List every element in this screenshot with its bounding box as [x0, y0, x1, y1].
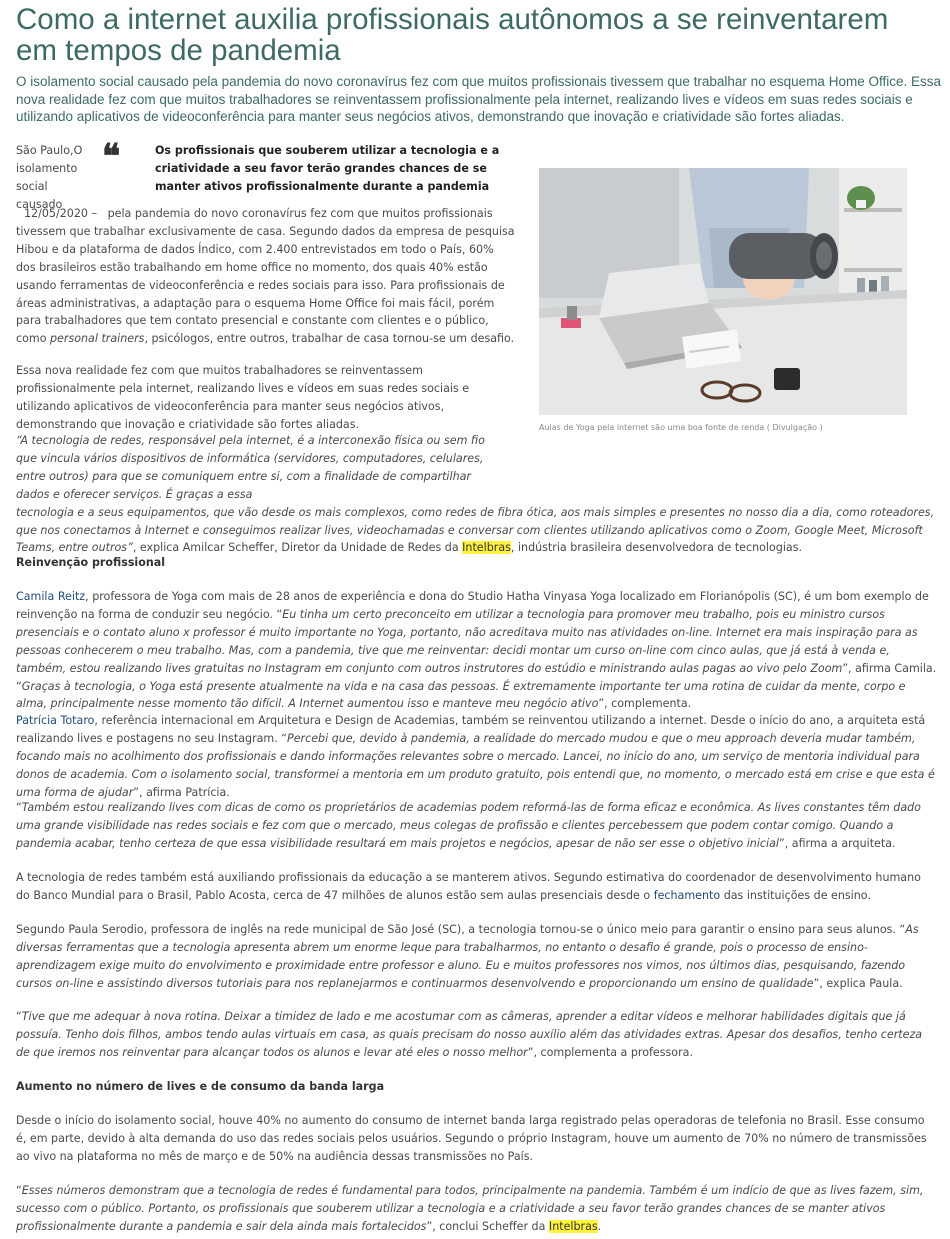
quote-scheffer [16, 432, 941, 557]
paragraph-paula-quote: As diversas ferramentas que a tecnologia apresenta abrem um enorme leque para trabalharmos, no entanto o desafio é grande, pois o processo de ensino-aprendizagem exige muito do envolvimento e proximidade entre professor e aluno. Eu e muitos professores nos vimos, nos últimos dias, pesquisando, fazendo cursos on-line e assistindo diversos tutoriais para nos replanejarmos e continuarmos desenvolvendo e proporcionando um ensino de qualidade [16, 923, 919, 990]
open-quote: “ [16, 1184, 22, 1197]
open-quote: “ [16, 801, 22, 814]
quote-scheffer-attribution: , explica Amilcar Scheffer, Diretor da Unidade de Redes da [132, 541, 459, 555]
intelbras-highlight: Intelbras [548, 1219, 598, 1233]
quote-scheffer-tail: , indústria brasileira desenvolvedora de tecnologias. [510, 541, 803, 555]
paragraph-conclusion [16, 1182, 938, 1236]
pull-quote: Os profissionais que souberem utilizar a tecnologia e a criatividade a seu favor terão grandes chances de se manter ativos profissionalmente durante a pandemia [155, 144, 500, 193]
paragraph-intro-end: , psicólogos, entre outros, trabalhar de casa tornou-se um desafio. [144, 332, 515, 346]
paragraph-camila-quote2: Graças à tecnologia, o Yoga está presente atualmente na vida e na casa das pessoas. É extremamente importante ter uma rotina de cuidar da mente, corpo e alma, principalmente nesse momento tão difícil. A Internet aumentou isso e manteve meu negócio ativo [16, 679, 906, 711]
paragraph-lives-quote: Também estou realizando lives com dicas de como os proprietários de academias podem reformá-las de forma eficaz e econômica. As lives constantes têm dado uma grande visibilidade nas redes sociais e fez com que o mercado, meus colegas de profissão e clientes percebessem que podem contar comigo. Quando a pandemia acabar, tenho certeza de que essa visibilidade resultará em mais projetos e negócios, apesar de não ser esse o objetivo inicial [16, 801, 921, 850]
paragraph-education-text: A tecnologia de redes também está auxiliando profissionais da educação a se manterem ativos. Segundo estimativa do coordenador de desenvolvimento humano do Banco Mundial para o Brasil, Pablo Acosta, cerca de 47 milhões de alunos estão sem aulas presenciais desde o [16, 871, 921, 902]
article-headline: Como a internet auxilia profissionais autônomos a se reinventarem em tempos de pandemia [16, 3, 889, 67]
paragraph-new-reality: Essa nova realidade fez com que muitos trabalhadores se reinventassem profissionalmente pela internet, realizando lives e vídeos em suas redes sociais e utilizando aplicativos de videoconferência para manter seus negócios ativos, demonstrando que inovação e criatividade são fortes aliadas. [16, 364, 470, 431]
paragraph-camila-attribution: ”, afirma Camila. “ [16, 661, 937, 693]
paragraph-intro-text: pela pandemia do novo coronavírus fez com que muitos profissionais tivessem que trabalhar exclusivamente de casa. Segundo dados da empresa de pesquisa Hibou e da plataforma de dados Índico, com 2.400 entrevistados em todo o País, 60% dos brasileiros estão trabalhando em home office no momento, dos quais 40% estão usando ferramentas de videoconferência e redes sociais para isso. Para profissionais de áreas administrativas, a adaptação para o esquema Home Office foi mais fácil, porém para trabalhadores que tem contato presencial e constante com clientes e o público, como [16, 207, 515, 346]
paragraph-intro-emphasis: personal trainers [50, 332, 145, 346]
paragraph-broadband: Desde o início do isolamento social, houve 40% no aumento do consumo de internet banda larga registrado pelas operadoras de telefonia no Brasil. Esse consumo é, em parte, devido à alta demanda do uso das redes sociais pelos usuários. Segundo o próprio Instagram, houve um aumento de 70% no número de transmissões ao vivo na plataforma no mês de março e de 50% na audiência dessas transmissões no País. [16, 1114, 927, 1163]
patricia-totaro-link[interactable]: Patrícia Totaro [16, 714, 95, 727]
paragraph-intro [16, 205, 516, 348]
paragraph-paula-routine-quote: Tive que me adequar à nova rotina. Deixar a timidez de lado e me acostumar com as câmeras, aprender a editar vídeos e melhorar habilidades digitais que já possuía. Tenho dois filhos, ambos tendo aulas virtuais em casa, as quais precisam do nosso auxílio além das atividades extras. Apesar dos desafios, tenho certeza de que iremos nos reinventar para alcançar todos os alunos e levar até eles o nosso melhor [16, 1010, 923, 1059]
paragraph-paula-routine-end: ”, complementa a professora. [527, 1045, 693, 1059]
paragraph-patricia-end: ”, afirma Patrícia. [133, 785, 230, 799]
yoga-photo-illustration [539, 168, 907, 415]
open-quote: “ [16, 1010, 22, 1023]
paragraph-lives-end: ”, afirma a arquiteta. [778, 836, 896, 850]
subheading-reinvencao: Reinvenção profissional [16, 556, 166, 569]
paragraph-paula-routine [16, 1008, 938, 1062]
paragraph-patricia-lives [16, 799, 938, 853]
paragraph-camila-intro: , professora de Yoga com mais de 28 anos de experiência e dona do Studio Hatha Vinyasa Yoga localizado em Florianópolis (SC), é um bom exemplo de reinvenção na forma de conduzir seu negócio. “ [16, 590, 929, 621]
paragraph-patricia-intro: , referência internacional em Arquitetura e Design de Academias, também se reinventou utilizando a internet. Desde o início do ano, a arquiteta está realizando lives e postagens no seu Instagram. “ [16, 714, 926, 745]
paragraph-paula-intro: Segundo Paula Serodio, professora de inglês na rede municipal de São José (SC), a tecnologia tornou-se o único meio para garantir o ensino para seus alunos. “ [16, 923, 906, 936]
paragraph-camila-quote: Eu tinha um certo preconceito em utilizar a tecnologia para promover meu trabalho, pois eu ministro cursos presenciais e o contato aluno x professor é muito importante no Yoga, portanto, não acreditava muito nas atividades on-line. Internet era mais inspiração para as pessoas conhecerem o meu trabalho. Mas, com a pandemia, tive que me reinventar: decidi montar um curso on-line com cinco aulas, que já está à venda e, também, estou realizando lives gratuitas no Instagram em conjunto com outros instrutores do estúdio e ministrando aulas pagas ao vivo pelo Zoom [16, 607, 918, 675]
quote-scheffer-wide: tecnologia e a seus equipamentos, que vão desde os mais complexos, como redes de fibra ótica, aos mais simples e presentes no nosso dia a dia, como roteadores, que nos conectamos à Internet e conseguimos realizar lives, videochamadas e conversar com clientes utilizando aplicativos como o Zoom, Google Meet, Microsoft Teams, entre outros” [16, 505, 935, 555]
dateline: São Paulo,O isolamento social causado [16, 144, 83, 211]
camila-reitz-link[interactable]: Camila Reitz [16, 590, 86, 603]
paragraph-camila-end: ”, complementa. [598, 697, 692, 711]
paragraph-paula [16, 921, 938, 993]
paragraph-conclusion-quote: Esses números demonstram que a tecnologia de redes é fundamental para todos, principalmente na pandemia. Também é um indício de que as lives fazem, sim, sucesso com o público. Portanto, os profissionais que souberem utilizar a tecnologia e a criatividade a seu favor terão grandes chances de se manter ativos profissionalmente durante a pandemia e sair dela ainda mais fortalecidos [16, 1184, 924, 1233]
intelbras-highlight: Intelbras [462, 541, 511, 555]
paragraph-patricia [16, 712, 938, 802]
article-lede: O isolamento social causado pela pandemia do novo coronavírus fez com que muitos profissionais tivessem que trabalhar no esquema Home Office. Essa nova realidade fez com que muitos trabalhadores se reinventassem profissionalmente pela internet, realizando lives e vídeos em suas redes sociais e utilizando aplicativos de videoconferência para manter seus negócios ativos, demonstrando que inovação e criatividade são fortes aliadas. [16, 74, 941, 124]
paragraph-paula-end: ”, explica Paula. [813, 976, 903, 990]
paragraph-education-end: das instituições de ensino. [723, 888, 871, 902]
paragraph-camila [16, 588, 938, 713]
paragraph-patricia-quote: Percebi que, devido à pandemia, a realidade do mercado mudou e que o meu approach deveria mudar também, focando mais no acolhimento dos profissionais e dando informações relevantes sobre o mercado. Lancei, no início do ano, um serviço de mentoria individual para donos de academia. Com o isolamento social, transformei a mentoria em um produto gratuito, pois entendi que, no momento, o mercado está em crise e que esta é uma forma de ajudar [16, 731, 935, 799]
paragraph-education [16, 869, 938, 905]
paragraph-conclusion-attribution: ”, conclui Scheffer da [426, 1219, 546, 1233]
subheading-banda-larga: Aumento no número de lives e de consumo da banda larga [16, 1080, 385, 1093]
photo-caption: Aulas de Yoga pela internet são uma boa fonte de renda ( Divulgação ) [539, 423, 823, 432]
article-date: 12/05/2020 – [24, 207, 98, 220]
paragraph-conclusion-dot: . [597, 1219, 602, 1233]
quote-scheffer-narrow: “A tecnologia de redes, responsável pela internet, é a interconexão física ou sem fio que vincula vários dispositivos de informática (servidores, computadores, celulares, entre outros) para que se comuniquem entre si, com a finalidade de compartilhar dados e oferecer serviços. É graças a essa [16, 434, 485, 501]
fechamento-link[interactable]: fechamento [653, 888, 721, 902]
yoga-photo [539, 168, 907, 415]
quote-mark-icon: ❝ [102, 137, 121, 177]
